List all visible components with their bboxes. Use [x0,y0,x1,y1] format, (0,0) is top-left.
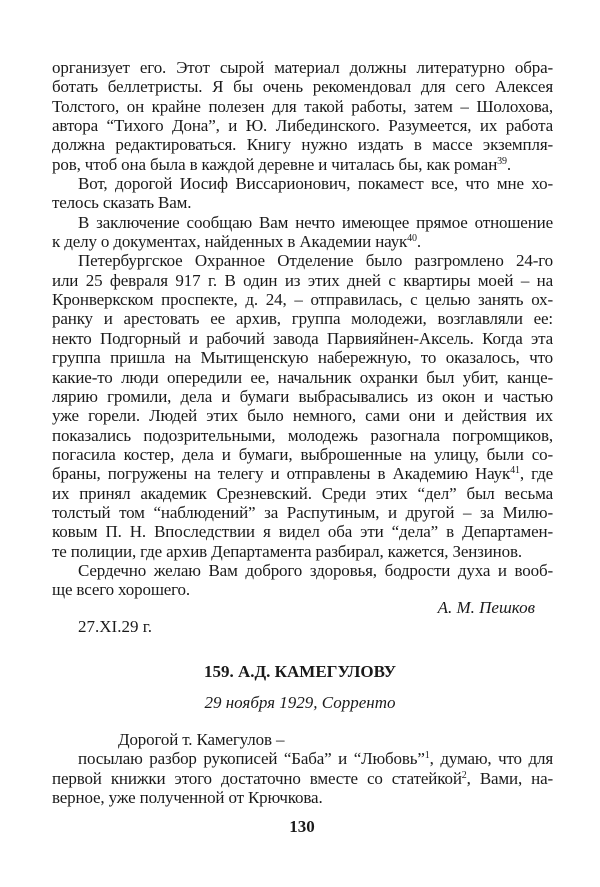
text-line [52,426,553,445]
line-text: организует его. Этот сырой материал должны литературно обра- [52,58,553,77]
text-line [52,406,553,425]
line-text: Толстого, он крайне полезен для такой работы, затем – Шолохова, [52,96,553,116]
signature: А. М. Пешков [437,598,535,617]
line-text: Дорогой т. Камегулов – [118,730,285,749]
line-text: показались подозрительными, молодежь разогнала погромщиков, [52,425,553,445]
text-line [52,193,553,212]
line-text: те полиции, где архив Департамента разбирал, кажется, Зензинов. [52,541,522,561]
text-line [52,542,553,561]
line-text-tail: , думаю, что для [429,749,553,769]
line-text: к делу о документах, найденных в Академии наук [52,232,408,252]
letter-body [52,58,553,600]
text-line [52,484,553,503]
line-text: или 25 февраля 917 г. В один из этих дней с квартиры моей – на [52,270,553,290]
line-text: должна редактироваться. Книгу нужно издать в массе экземпля- [52,135,553,155]
line-text: В заключение сообщаю Вам нечто имеющее прямое отношение [78,212,553,232]
text-line [52,77,553,96]
page-number: 130 [289,817,315,836]
line-text: некто Подгорный и рабочий завода Парвияйнен-Аксель. Когда эта [52,328,553,348]
line-text: их принял академик Срезневский. Среди этих “дел” был весьма [52,483,553,503]
text-line [52,769,553,788]
text-line [52,174,553,193]
text-line [52,116,553,135]
text-line [52,522,553,541]
line-text: верное, уже полученной от Крючкова. [52,788,323,808]
text-line [52,749,553,768]
next-letter-body [52,730,553,807]
line-text: ров, чтоб она была в каждой деревне и читалась бы, как роман [52,154,498,174]
line-text: толстый том “наблюдений” за Распутиным, и другой – за Милю- [52,502,553,522]
line-text: первой книжки этого достаточно вместе со статейкой [52,768,462,788]
text-line [52,445,553,464]
line-text: Вот, дорогой Иосиф Виссарионович, покамест все, что мне хо- [78,174,553,194]
text-line [52,232,553,251]
line-text: Сердечно желаю Вам доброго здоровья, бодрости духа и вооб- [78,560,553,580]
line-text: ще всего хорошего. [52,580,190,600]
line-text: ранку и арестовать ее архив, группа молодежи, возглавляли ее: [52,309,553,329]
footnote-ref[interactable]: 40 [407,233,417,245]
text-line [52,348,553,367]
text-line [52,290,553,309]
line-text: лярию громили, дела и бумаги выбрасывались из окон и частью [52,386,553,406]
text-line [52,464,553,483]
line-text: погасила костер, дела и бумаги, выброшенные на улицу, были со- [52,444,553,464]
line-text: уже горели. Людей этих было немного, сами они и действия их [52,406,553,426]
line-text: автора “Тихого Дона”, и Ю. Либединского. Разумеется, их работа [52,116,553,136]
line-text: группа пришла на Мытищенскую набережную, то оказалось, что [52,348,553,368]
text-line [52,309,553,328]
letter-heading: 159. А.Д. КАМЕГУЛОВУ [203,662,397,681]
text-line [52,329,553,348]
line-text: ковым П. Н. Впоследствии я видел оба эти “дела” в Департамен- [52,522,553,542]
text-line [52,97,553,116]
letter-date: 27.XI.29 г. [78,617,152,636]
text-line [52,251,553,270]
text-line [52,271,553,290]
line-text: Петербургское Охранное Отделение было разгромлено 24-го [78,251,553,271]
line-text: Кронверкском проспекте, д. 24, – отправилась, с целью занять ох- [52,290,553,310]
footnote-ref[interactable]: 1 [424,750,430,762]
text-line [52,503,553,522]
line-text: телось сказать Вам. [52,193,192,213]
text-line [52,213,553,232]
text-line [52,155,553,174]
line-text-tail: . [416,232,421,252]
footnote-ref[interactable]: 41 [510,465,520,477]
line-text: ботать беллетристы. Я бы очень рекомендовал для сего Алексея [52,77,553,97]
footnote-ref[interactable]: 39 [497,155,507,167]
text-line [52,580,553,599]
line-text-tail: , где [519,464,553,484]
text-line [52,788,553,807]
footnote-ref[interactable]: 2 [461,769,467,781]
line-text: посылаю разбор рукописей “Баба” и “Любовь” [78,749,425,769]
line-text-tail: , Вами, на- [466,768,553,788]
text-line [52,368,553,387]
letter-date-place: 29 ноября 1929, Сорренто [204,693,396,712]
line-text: какие-то люди опередили ее, начальник охранки был убит, канце- [52,367,553,387]
text-line [52,561,553,580]
text-line [52,730,553,749]
text-line [52,58,553,77]
line-text: браны, погружены на телегу и отправлены в Академию Наук [52,464,511,484]
text-line [52,135,553,154]
text-line [52,387,553,406]
line-text-tail: . [506,154,511,174]
